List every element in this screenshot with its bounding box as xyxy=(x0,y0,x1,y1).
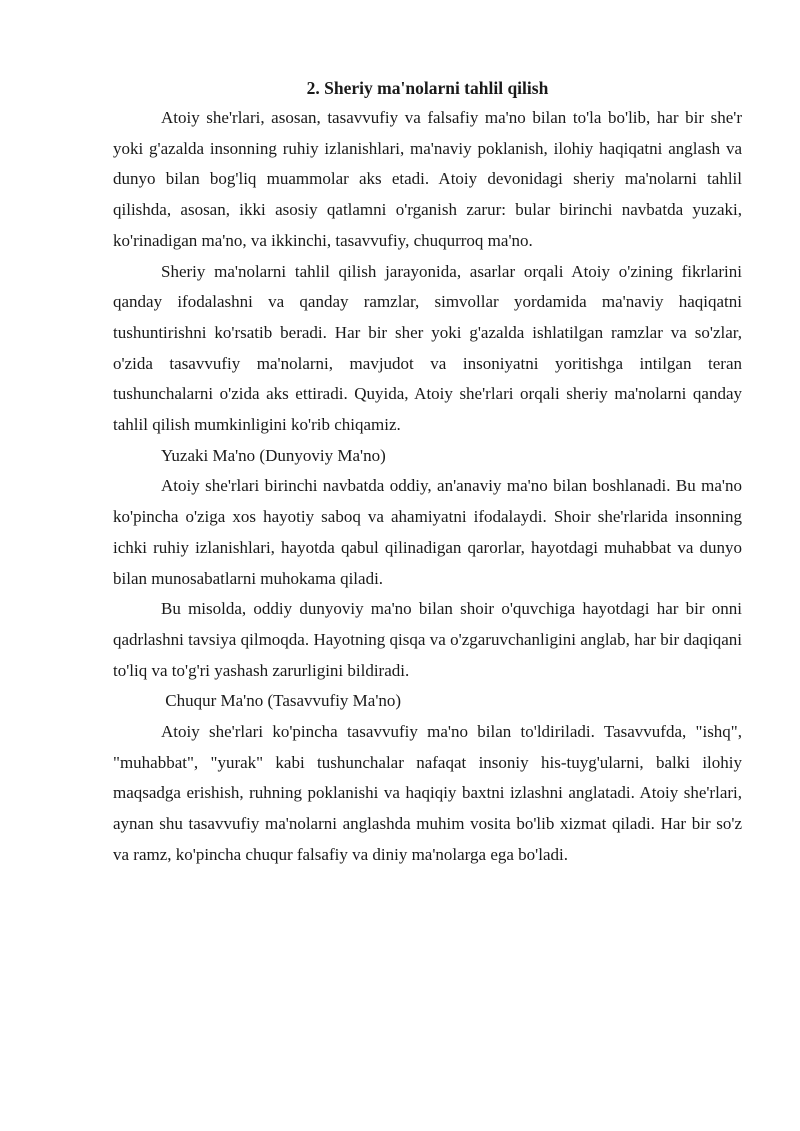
surface-meaning-paragraph-1: Atoiy she'rlari birinchi navbatda oddiy, an'anaviy ma'no bilan boshlanadi. Bu ma'no ko'pincha o'ziga xos hayotiy saboq va ahamiyatni ifodalaydi. Shoir she'rlarida insonning ichki ruhiy izlanishlari, hayotda qabul qilinadigan qarorlar, hayotdagi muhabbat va dunyo bilan munosabatlarni muhokama qiladi. xyxy=(113,476,742,588)
deep-meaning-paragraph-1: Atoiy she'rlari ko'pincha tasavvufiy ma'no bilan to'ldiriladi. Tasavvufda, "ishq", "muhabbat", "yurak" kabi tushunchalar nafaqat insoniy his-tuyg'ularni, balki ilohiy maqsadga erishish, ruhning poklanishi va haqiqiy baxtni izlashni anglatadi. Atoiy she'rlari, aynan shu tasavvufiy ma'nolarni anglashda muhim vosita bo'lib xizmat qiladi. Har bir so'z va ramz, ko'pincha chuqur falsafiy va diniy ma'nolarga ega bo'ladi. xyxy=(113,722,742,864)
section-title: 2. Sheriy ma'nolarni tahlil qilish xyxy=(306,78,549,98)
subheading-surface-meaning: Yuzaki Ma'no (Dunyoviy Ma'no) xyxy=(161,445,386,465)
document-page xyxy=(113,74,742,871)
subheading-deep-meaning: Chuqur Ma'no (Tasavvufiy Ma'no) xyxy=(161,691,402,711)
intro-paragraph-1: Atoiy she'rlari, asosan, tasavvufiy va falsafiy ma'no bilan to'la bo'lib, har bir she'r yoki g'azalda insonning ruhiy izlanishlari, ma'naviy poklanish, ilohiy haqiqatni anglash va dunyo bilan bog'liq muammolar aks etadi. Atoiy devonidagi sheriy ma'nolarni tahlil qilishda, asosan, ikki asosiy qatlamni o'rganish zarur: bular birinchi navbatda yuzaki, ko'rinadigan ma'no, va ikkinchi, tasavvufiy, chuqurroq ma'no. xyxy=(113,108,742,250)
intro-paragraph-2: Sheriy ma'nolarni tahlil qilish jarayonida, asarlar orqali Atoiy o'zining fikrlarini qanday ifodalashni va qanday ramzlar, simvollar yordamida ma'naviy haqiqatni tushuntirishni ko'rsatib beradi. Har bir sher yoki g'azalda ishlatilgan ramzlar va so'zlar, o'zida tasavvufiy ma'nolarni, mavjudot va insoniyatni yoritishga intilgan teran tushunchalarni o'zida aks ettiradi. Quyida, Atoiy she'rlari orqali sheriy ma'nolarni qanday tahlil qilish mumkinligini ko'rib chiqamiz. xyxy=(113,261,742,435)
surface-meaning-paragraph-2: Bu misolda, oddiy dunyoviy ma'no bilan shoir o'quvchiga hayotdagi har bir onni qadrlashni tavsiya qilmoqda. Hayotning qisqa va o'zgaruvchanligini anglab, har bir daqiqani to'liq va to'g'ri yashash zarurligini bildiradi. xyxy=(113,599,742,680)
